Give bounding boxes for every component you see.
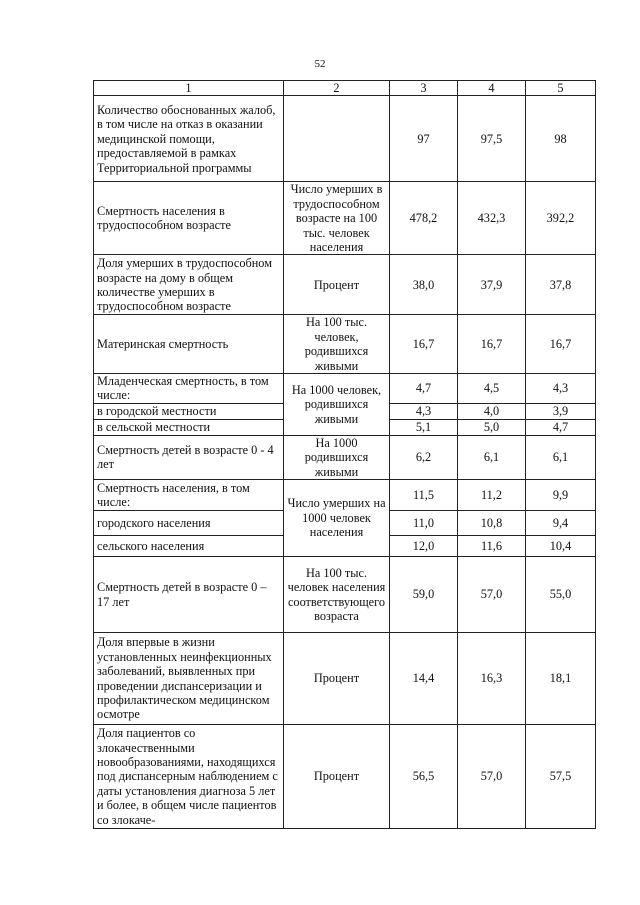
value-cell: 57,0: [458, 557, 526, 633]
unit-cell: Число умерших в трудоспособном возрасте на 100 тыс. человек населения: [284, 182, 390, 255]
page-number: 52: [314, 58, 326, 70]
value-cell: 11,5: [390, 480, 458, 511]
unit-cell: На 1000 родившихся живыми: [284, 435, 390, 479]
value-cell: 16,7: [526, 315, 596, 374]
header-row: [94, 81, 596, 96]
indicator-cell: Смертность детей в возрасте 0 – 17 лет: [94, 557, 284, 633]
value-cell: 16,7: [390, 315, 458, 374]
indicator-cell: в городской местности: [94, 403, 284, 419]
value-cell: 57,5: [526, 725, 596, 829]
value-cell: 14,4: [390, 633, 458, 725]
indicator-cell: Доля впервые в жизни установленных неинфекционных заболеваний, выявленных при проведении диспансеризации и профилактическом медицинском осмотре: [94, 633, 284, 725]
value-cell: 10,8: [458, 511, 526, 536]
unit-cell: На 100 тыс. человек населения соответствующего возраста: [284, 557, 390, 633]
column-header-5: 5: [526, 81, 596, 96]
value-cell: 56,5: [390, 725, 458, 829]
table-row: [94, 557, 596, 633]
value-cell: 4,7: [390, 374, 458, 404]
value-cell: 4,3: [390, 403, 458, 419]
indicator-cell: Доля умерших в трудоспособном возрасте на дому в общем количестве умерших в трудоспособном возрасте: [94, 255, 284, 315]
indicators-table: [93, 80, 596, 829]
value-cell: 12,0: [390, 536, 458, 557]
table-row: [94, 725, 596, 829]
column-header-4: 4: [458, 81, 526, 96]
value-cell: 10,4: [526, 536, 596, 557]
column-header-3: 3: [390, 81, 458, 96]
unit-cell: На 100 тыс. человек, родившихся живыми: [284, 315, 390, 374]
value-cell: 16,3: [458, 633, 526, 725]
unit-cell: Процент: [284, 255, 390, 315]
value-cell: 6,1: [526, 435, 596, 479]
indicator-cell: Смертность детей в возрасте 0 - 4 лет: [94, 435, 284, 479]
table-row: [94, 96, 596, 182]
value-cell: 11,0: [390, 511, 458, 536]
table-row: [94, 435, 596, 479]
value-cell: 11,2: [458, 480, 526, 511]
value-cell: 11,6: [458, 536, 526, 557]
table-row: [94, 315, 596, 374]
value-cell: 3,9: [526, 403, 596, 419]
indicator-cell: сельского населения: [94, 536, 284, 557]
value-cell: 392,2: [526, 182, 596, 255]
value-cell: 59,0: [390, 557, 458, 633]
value-cell: 98: [526, 96, 596, 182]
value-cell: 97: [390, 96, 458, 182]
indicator-cell: Материнская смертность: [94, 315, 284, 374]
unit-cell: Процент: [284, 725, 390, 829]
table-row: [94, 182, 596, 255]
table-row: [94, 633, 596, 725]
unit-cell: На 1000 человек, родившихся живыми: [284, 374, 390, 436]
table-row: [94, 480, 596, 511]
value-cell: 5,0: [458, 419, 526, 435]
table-row: [94, 374, 596, 404]
value-cell: 9,4: [526, 511, 596, 536]
value-cell: 6,1: [458, 435, 526, 479]
table-row: [94, 255, 596, 315]
value-cell: 57,0: [458, 725, 526, 829]
value-cell: 4,5: [458, 374, 526, 404]
value-cell: 18,1: [526, 633, 596, 725]
indicator-cell: Младенческая смертность, в том числе:: [94, 374, 284, 404]
indicator-cell: Доля пациентов со злокачественными новообразованиями, находящихся под диспансерным наблюдением с даты установления диагноза 5 лет и более, в общем числе пациентов со злокаче-: [94, 725, 284, 829]
value-cell: 478,2: [390, 182, 458, 255]
column-header-2: 2: [284, 81, 390, 96]
indicator-cell: городского населения: [94, 511, 284, 536]
column-header-1: 1: [94, 81, 284, 96]
indicator-cell: Смертность населения, в том числе:: [94, 480, 284, 511]
unit-cell: Процент: [284, 633, 390, 725]
value-cell: 16,7: [458, 315, 526, 374]
value-cell: 37,8: [526, 255, 596, 315]
value-cell: 432,3: [458, 182, 526, 255]
value-cell: 4,7: [526, 419, 596, 435]
indicator-cell: Смертность населения в трудоспособном возрасте: [94, 182, 284, 255]
value-cell: 55,0: [526, 557, 596, 633]
value-cell: 37,9: [458, 255, 526, 315]
indicator-cell: в сельской местности: [94, 419, 284, 435]
unit-cell: [284, 96, 390, 182]
value-cell: 5,1: [390, 419, 458, 435]
unit-cell: Число умерших на 1000 человек населения: [284, 480, 390, 557]
indicator-cell: Количество обоснованных жалоб, в том числе на отказ в оказании медицинской помощи, предоставляемой в рамках Территориальной программы: [94, 96, 284, 182]
value-cell: 38,0: [390, 255, 458, 315]
value-cell: 97,5: [458, 96, 526, 182]
value-cell: 4,3: [526, 374, 596, 404]
value-cell: 6,2: [390, 435, 458, 479]
value-cell: 4,0: [458, 403, 526, 419]
value-cell: 9,9: [526, 480, 596, 511]
